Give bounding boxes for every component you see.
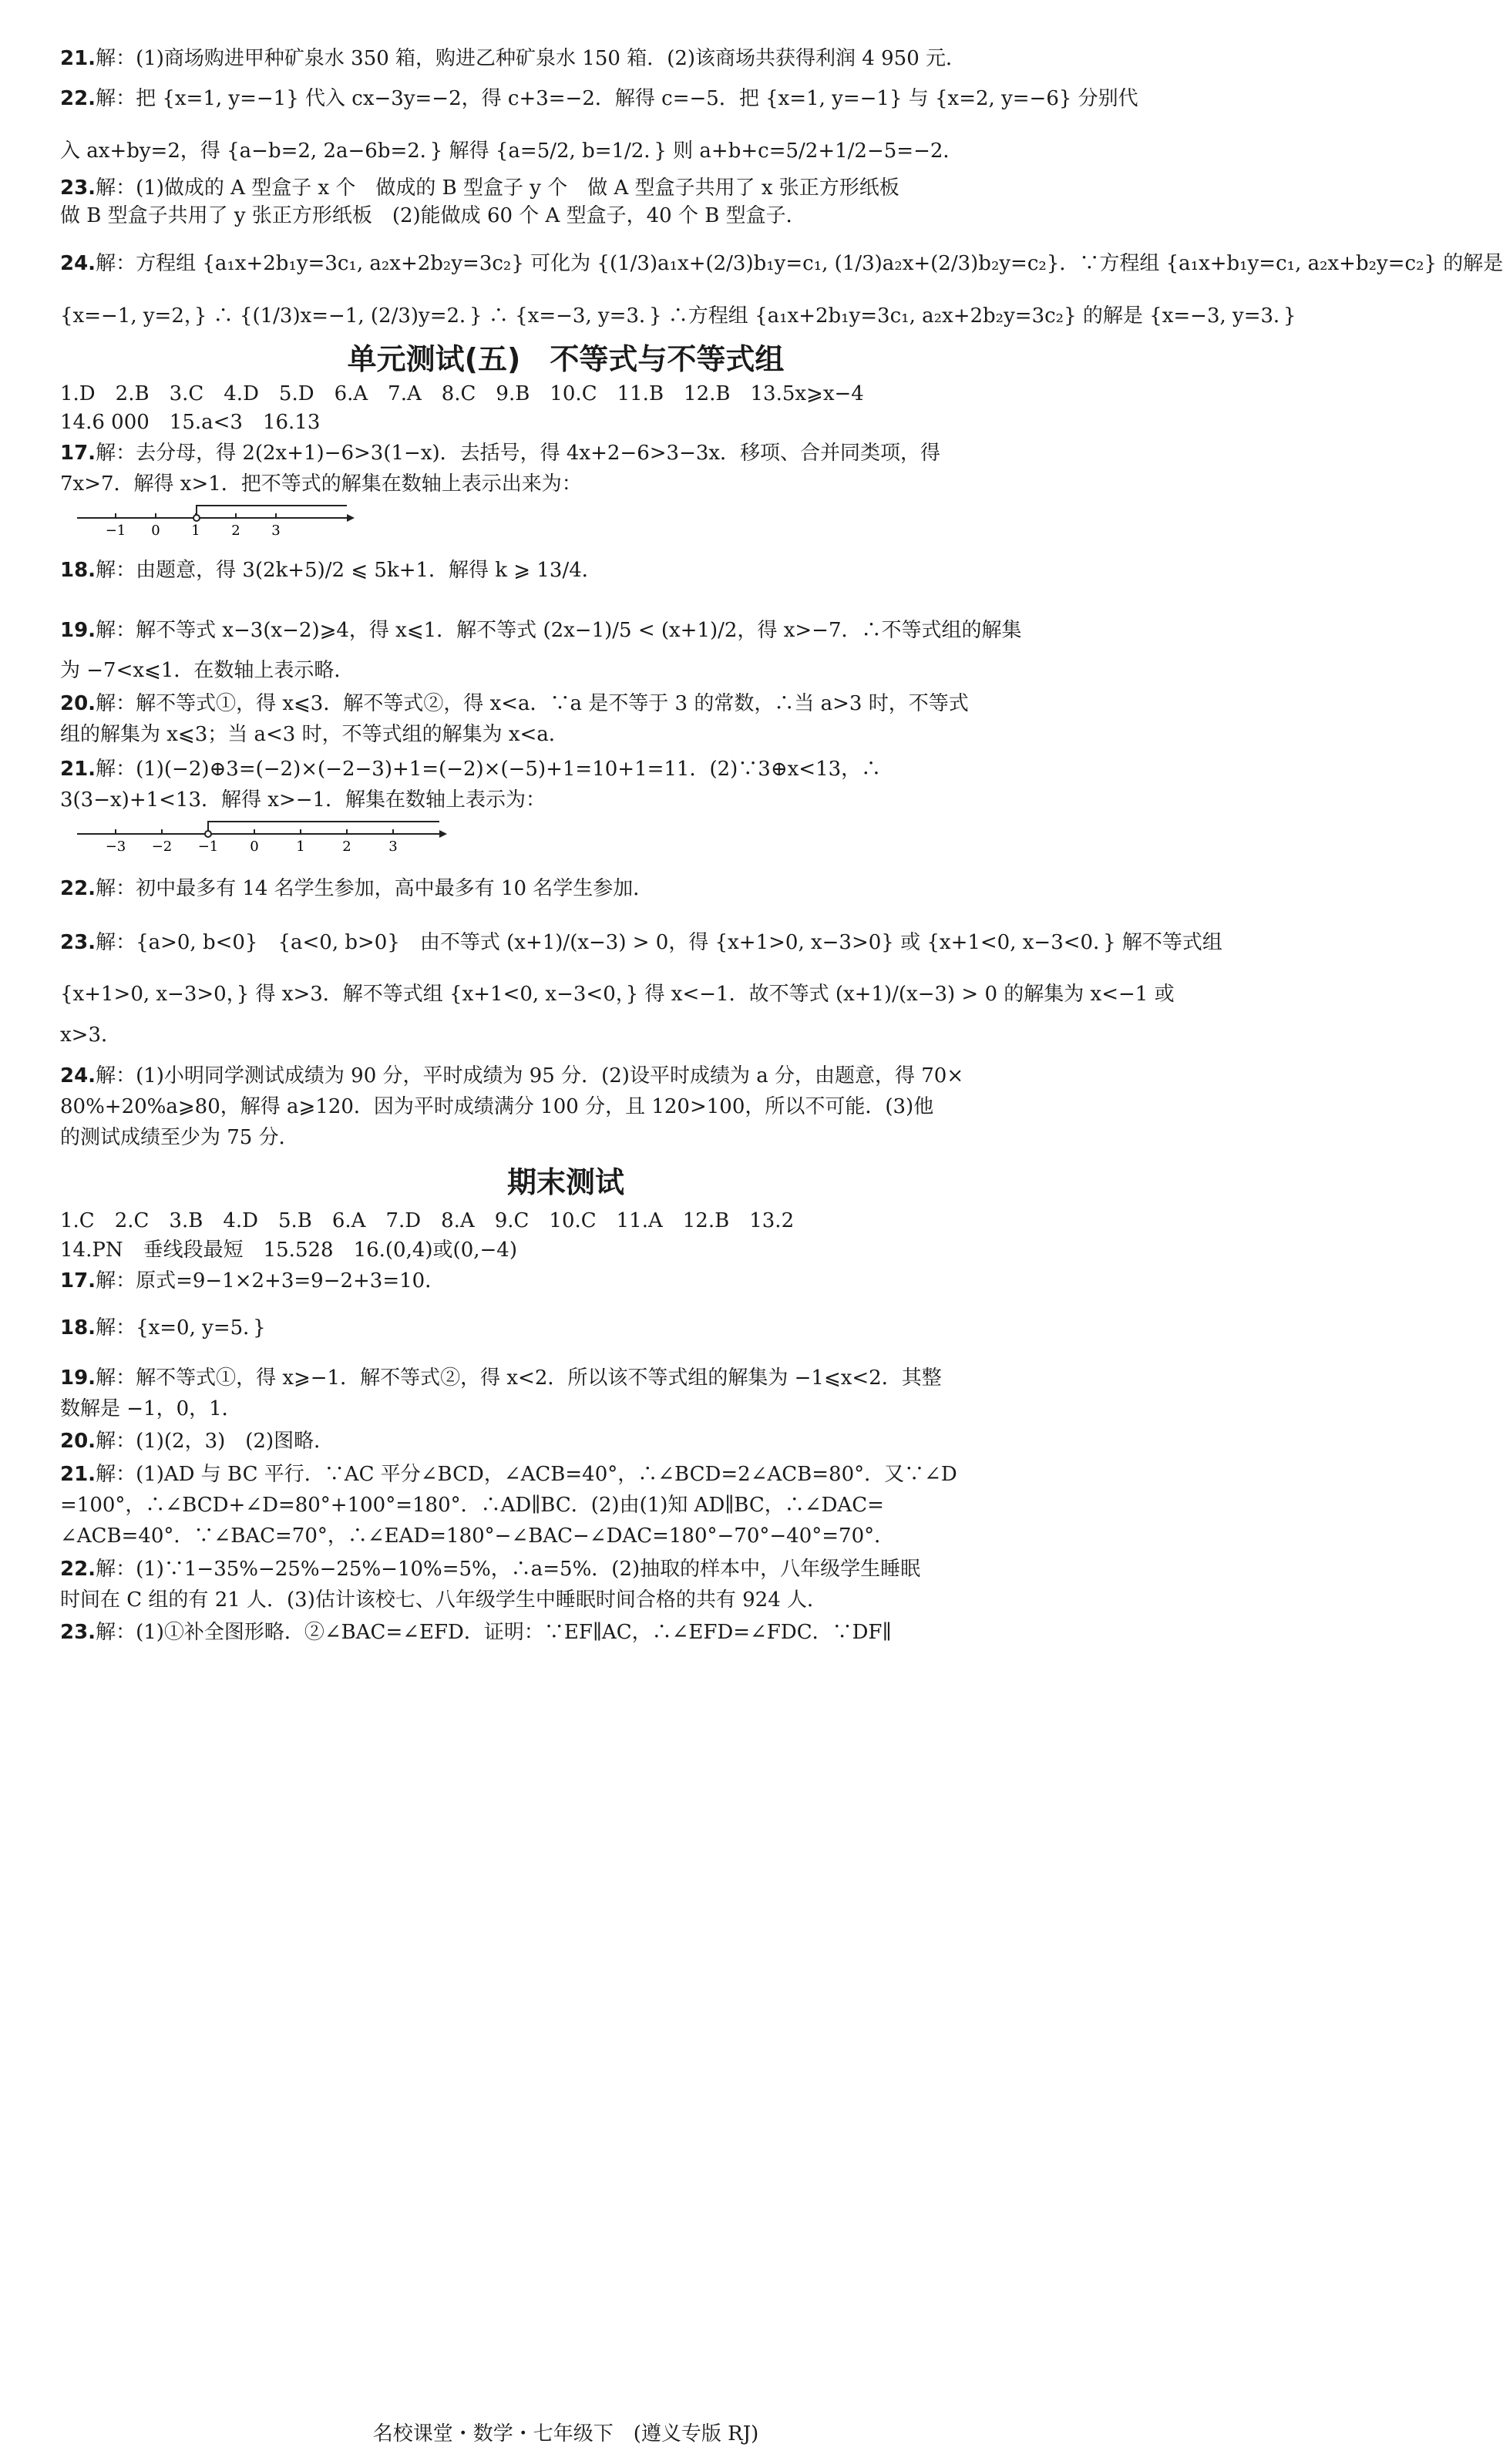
number-line-label: 0 (151, 523, 160, 539)
answer-line: 组的解集为 x⩽3；当 a<3 时，不等式组的解集为 x<a． (60, 723, 569, 746)
answer-line: 21.解：(1)AD 与 BC 平行．∵AC 平分∠BCD，∠ACB=40°，∴∠BCD=2∠ACB=80°．又∵∠D (60, 1463, 957, 1486)
number-line-label: −1 (105, 523, 126, 539)
number-line-17 (77, 501, 355, 547)
answer-line: {x+1>0, x−3>0，} 得 x>3．解不等式组 {x+1<0, x−3<0，} 得 x<−1．故不等式 (x+1)/(x−3) > 0 的解集为 x<−1 或 (60, 983, 1175, 1006)
section-title-final: 期末测试 (506, 1165, 624, 1199)
number-line-label: 1 (191, 523, 200, 539)
answer-line: 19.解：解不等式①，得 x⩾−1．解不等式②，得 x<2．所以该不等式组的解集为 −1⩽x<2．其整 (60, 1366, 942, 1390)
answer-line: 24.解：(1)小明同学测试成绩为 90 分，平时成绩为 95 分．(2)设平时成绩为 a 分，由题意，得 70× (60, 1064, 964, 1087)
answer-line: x>3． (60, 1024, 121, 1047)
number-line-label: 1 (296, 839, 305, 855)
answer-line: 14.PN 垂线段最短 15.528 16.(0,4)或(0,−4) (60, 1239, 517, 1262)
answer-line: 80%+20%a⩾80，解得 a⩾120．因为平时成绩满分 100 分，且 120>100，所以不可能．(3)他 (60, 1095, 934, 1118)
answer-line: 1.C 2.C 3.B 4.D 5.B 6.A 7.D 8.A 9.C 10.C 11.A 12.B 13.2 (60, 1209, 795, 1232)
answer-line: 23.解：{a>0, b<0} {a<0, b>0} 由不等式 (x+1)/(x−3) > 0，得 {x+1>0, x−3>0} 或 {x+1<0, x−3<0．} 解不等式组 (60, 931, 1222, 954)
answer-line: 20.解：解不等式①，得 x⩽3．解不等式②，得 x<a．∵a 是不等于 3 的常数，∴当 a>3 时，不等式 (60, 692, 969, 715)
number-line-label: −2 (151, 839, 173, 855)
answer-line: 时间在 C 组的有 21 人．(3)估计该校七、八年级学生中睡眠时间合格的共有 924 人． (60, 1588, 828, 1612)
answer-line: 22.解：初中最多有 14 名学生参加，高中最多有 10 名学生参加． (60, 877, 654, 900)
section-title-unit5: 单元测试(五) 不等式与不等式组 (347, 342, 785, 376)
answer-line: 17.解：去分母，得 2(2x+1)−6>3(1−x)．去括号，得 4x+2−6>3−3x．移项、合并同类项，得 (60, 442, 941, 465)
answer-line: 24.解：方程组 {a₁x+2b₁y=3c₁, a₂x+2b₂y=3c₂} 可化为 {(1/3)a₁x+(2/3)b₁y=c₁, (1/3)a₂x+(2/3)b₂y=c₂}．∵方程组 {a₁x+b₁y=c₁, a₂x+b₂y=c₂} 的解是 (60, 252, 1503, 275)
answer-line: 18.解：{x=0, y=5．} (60, 1316, 266, 1340)
number-line-label: −1 (197, 839, 219, 855)
answer-line: 17.解：原式=9−1×2+3=9−2+3=10． (60, 1269, 446, 1293)
answer-line: 做 B 型盒子共用了 y 张正方形纸板 (2)能做成 60 个 A 型盒子，40 个 B 型盒子． (60, 204, 806, 227)
number-line-label: 3 (271, 523, 281, 539)
answer-line: 22.解：把 {x=1, y=−1} 代入 cx−3y=−2，得 c+3=−2．解得 c=−5．把 {x=1, y=−1} 与 {x=2, y=−6} 分别代 (60, 87, 1138, 110)
answer-line: 20.解：(1)(2，3) (2)图略． (60, 1430, 335, 1453)
answer-line: 数解是 −1，0，1． (60, 1397, 242, 1420)
answer-line: 22.解：(1)∵1−35%−25%−25%−10%=5%，∴a=5%．(2)抽取的样本中，八年级学生睡眠 (60, 1558, 921, 1581)
number-line-label: 2 (342, 839, 351, 855)
number-line-label: 0 (250, 839, 259, 855)
answer-line: 3(3−x)+1<13．解得 x>−1．解集在数轴上表示为： (60, 788, 546, 812)
answer-line: 19.解：解不等式 x−3(x−2)⩾4，得 x⩽1．解不等式 (2x−1)/5 < (x+1)/2，得 x>−7．∴不等式组的解集 (60, 619, 1022, 642)
number-line-label: 3 (388, 839, 398, 855)
answer-line: 21.解：(1)(−2)⊕3=(−2)×(−2−3)+1=(−2)×(−5)+1=10+1=11．(2)∵3⊕x<13，∴ (60, 758, 882, 781)
answer-line: =100°，∴∠BCD+∠D=80°+100°=180°．∴AD∥BC．(2)由(1)知 AD∥BC，∴∠DAC= (60, 1494, 884, 1517)
answer-line: 1.D 2.B 3.C 4.D 5.D 6.A 7.A 8.C 9.B 10.C 11.B 12.B 13.5x⩾x−4 (60, 382, 864, 405)
answer-line: {x=−1, y=2，} ∴ {(1/3)x=−1, (2/3)y=2．} ∴ {x=−3, y=3．} ∴方程组 {a₁x+2b₁y=3c₁, a₂x+2b₂y=3c₂} 的解是 {x=−3, y=3．} (60, 304, 1296, 328)
page-footer: 名校课堂・数学・七年级下 (遵义专版 RJ) (372, 2422, 759, 2446)
number-line-21 (77, 817, 447, 866)
number-line-label: 2 (231, 523, 240, 539)
answer-line: 为 −7<x⩽1．在数轴上表示略． (60, 659, 355, 682)
answer-line: 23.解：(1)做成的 A 型盒子 x 个 做成的 B 型盒子 y 个 做 A 型盒子共用了 x 张正方形纸板 (60, 176, 899, 200)
answer-line: 7x>7．解得 x>1．把不等式的解集在数轴上表示出来为： (60, 472, 582, 496)
number-line-label: −3 (105, 839, 126, 855)
answer-line: 入 ax+by=2，得 {a−b=2, 2a−6b=2．} 解得 {a=5/2, b=1/2．} 则 a+b+c=5/2+1/2−5=−2． (60, 140, 963, 163)
answer-line: 的测试成绩至少为 75 分． (60, 1126, 299, 1149)
answer-line: 21.解：(1)商场购进甲种矿泉水 350 箱，购进乙种矿泉水 150 箱．(2)该商场共获得利润 4 950 元． (60, 47, 966, 70)
answer-line: ∠ACB=40°．∵∠BAC=70°，∴∠EAD=180°−∠BAC−∠DAC=180°−70°−40°=70°． (60, 1524, 895, 1548)
answer-line: 18.解：由题意，得 3(2k+5)/2 ⩽ 5k+1．解得 k ⩾ 13/4． (60, 559, 602, 582)
answer-line: 23.解：(1)①补全图形略．②∠BAC=∠EFD．证明：∵EF∥AC，∴∠EFD=∠FDC．∵DF∥ (60, 1621, 892, 1644)
answer-line: 14.6 000 15.a<3 16.13 (60, 411, 321, 434)
